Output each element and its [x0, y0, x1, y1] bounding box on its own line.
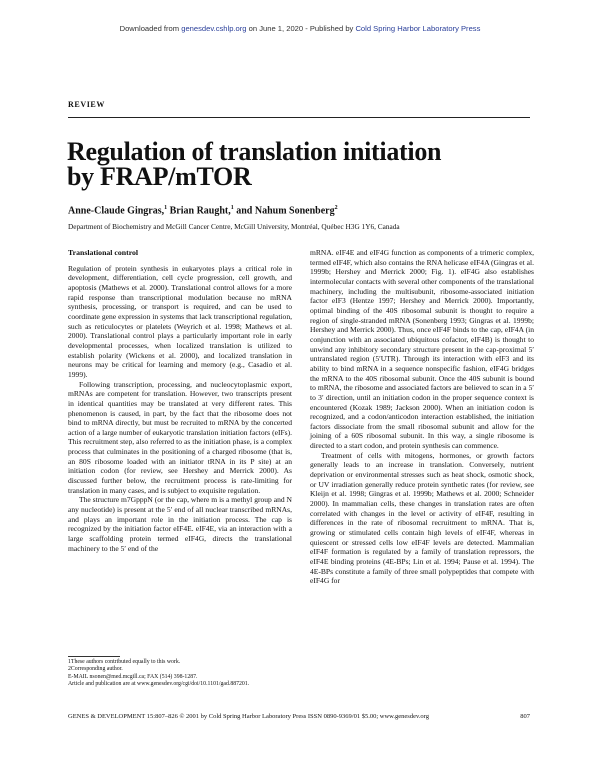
banner-prefix: Downloaded from — [119, 24, 182, 33]
affiliation: Department of Biochemistry and McGill Cancer Centre, McGill University, Montréal, Québec H3G 1Y6, Canada — [68, 222, 400, 231]
left-column — [68, 248, 292, 553]
author-1-mark: 1 — [164, 205, 168, 211]
paragraph: Treatment of cells with mitogens, hormones, or growth factors generally leads to an increase in translation. Conversely, nutrient deprivation or environmental stresses such as heat shock, osmotic shock, or UV irradiation generally reduce protein synthetic rates (for review, see Kleijn et al. 1998; Gingras et al. 1999b; Mathews et al. 2000; Schneider 2000). In mammalian cells, these changes in translation rates are often correlated with changes in the level or activity of eIF4F, resulting in differences in the rate of ribosomal recruitment to mRNA. That is, growing or stimulated cells contain high levels of eIF4F, whereas in quiescent or stressed cells low eIF4F levels are detected. Mammalian eIF4F formation is regulated by a family of translation repressors, the eIF4E binding proteins (4E-BPs; Lin et al. 1994; Pause et al. 1994). The 4E-BPs constitute a family of three small polypeptides that compete with eIF4G for — [310, 450, 534, 586]
paragraph: The structure m7GpppN (or the cap, where m is a methyl group and N any nucleotide) is present at the 5′ end of all nuclear transcribed mRNAs, and plays an important role in the initiation process. The cap is recognized by the initiation factor eIF4E. eIF4E, via an interaction with a large scaffolding protein termed eIF4G, directs the translational machinery to the 5′ end of the — [68, 495, 292, 553]
page-footer — [68, 713, 530, 720]
footnote-article-link: Article and publication are at www.genesdev.org/cgi/doi/10.1101/gad.887201. — [68, 680, 250, 687]
footnotes — [68, 659, 292, 688]
footnote-contact: E-MAIL nsonen@med.mcgill.ca; FAX (514) 398-1287. — [68, 673, 198, 680]
author-1: Anne-Claude Gingras, — [68, 205, 165, 217]
section-heading: Translational control — [68, 248, 139, 257]
banner-middle: on June 1, 2020 - Published by — [246, 24, 356, 33]
author-3-mark: 2 — [334, 205, 338, 211]
footnote-equal-contribution: 1These authors contributed equally to this work. — [68, 659, 181, 665]
footnote-rule — [68, 656, 120, 657]
page-number: 807 — [520, 713, 530, 720]
section-rule — [68, 117, 530, 118]
paragraph: mRNA. eIF4E and eIF4G function as components of a trimeric complex, termed eIF4F, which also contains the RNA helicase eIF4A (Gingras et al. 1999b; Hershey and Merrick 2000; Fig. 1). eIF4G also establishes intermolecular contacts with several other components of the translational machinery, including the multisubunit, ribosome-associated initiation factor eIF3 (Hentze 1997; Hershey and Merrick 2000). Importantly, optimal binding of the 40S ribosomal subunit is thought to require a region of single-stranded mRNA (Sonenberg 1993; Gingras et al. 1999b; Hershey and Merrick 2000). Thus, once eIF4F binds to the cap, eIF4A (in conjunction with an associated ubiquitous cofactor, eIF4B) is thought to unwind any inhibitory secondary structure present in the cap-proximal 5′ untranslated region (5′UTR). Through its interaction with eIF3 and its ability to bind mRNA in a sequence nonspecific fashion, eIF4G bridges the mRNA to the 40S ribosomal subunit. Once the 40S subunit is bound to mRNA, the ribosome and associated factors are believed to scan in a 5′ to 3′ direction, until an initiation codon in the proper sequence context is encountered (Kozak 1989; Jackson 2000). When an initiation codon is recognized, and a codon/anticodon interaction established, the initiation factors dissociate from the small ribosomal subunit and allow for the joining of a 60S ribosomal subunit. In this way, a single ribosome is directed to a start codon, and protein synthesis can commence. — [310, 248, 534, 451]
section-label: REVIEW — [68, 100, 105, 109]
banner-site-link[interactable]: genesdev.cshlp.org — [181, 24, 247, 33]
paragraph: Regulation of protein synthesis in eukaryotes plays a critical role in development, differentiation, cell cycle progression, cell growth, and apoptosis (Mathews et al. 2000). Translational control allows for a more rapid response than transcriptional modulation because no mRNA synthesis, processing, or transport is required, and can be used to coordinate gene expression in systems that lack transcriptional regulation, such as reticulocytes or platelets (Weyrich et al. 1998; Mathews et al. 2000). Translational control plays a particularly important role in early developmental processes, when localized translation is utilized to establish polarity (Wickens et al. 2000), and localized translation in neurons may be critical for learning and memory (e.g., Casadio et al. 1999). — [68, 263, 292, 379]
right-column — [310, 248, 534, 586]
banner-publisher-link[interactable]: Cold Spring Harbor Laboratory Press — [355, 24, 481, 33]
title-line-1: Regulation of translation initiation — [67, 137, 442, 166]
title-line-2: by FRAP/mTOR — [67, 162, 252, 191]
author-list — [68, 205, 338, 216]
footnote-corresponding-author: 2Corresponding author. — [68, 666, 123, 673]
article-title — [67, 139, 441, 189]
author-2-mark: 1 — [230, 205, 234, 211]
author-2: Brian Raught, — [167, 205, 231, 217]
paragraph: Following transcription, processing, and nucleocytoplasmic export, mRNAs are competent for translation. However, two transcripts present in identical quantities may be translated at very different rates. This phenomenon is caused, in part, by the fact that the ribosome does not bind to mRNA directly, but must be recruited to mRNA by the concerted action of a large number of eukaryotic translation initiation factors (eIFs). This recruitment step, also referred to as the initiation phase, is a complex process that culminates in the positioning of a charged ribosome (that is, an 80S ribosome loaded with an initiator tRNA in its P site) at an initiation codon (for review, see Hershey and Merrick 2000). As discussed further below, the recruitment process is rate-limiting for translation in many cases, and is subject to exquisite regulation. — [68, 379, 292, 495]
author-3: and Nahum Sonenberg — [233, 205, 335, 217]
journal-citation: GENES & DEVELOPMENT 15:807–826 © 2001 by Cold Spring Harbor Laboratory Press ISSN 0890-9369/01 $5.00; www.genesdev.org — [68, 713, 429, 720]
download-banner — [0, 24, 600, 33]
